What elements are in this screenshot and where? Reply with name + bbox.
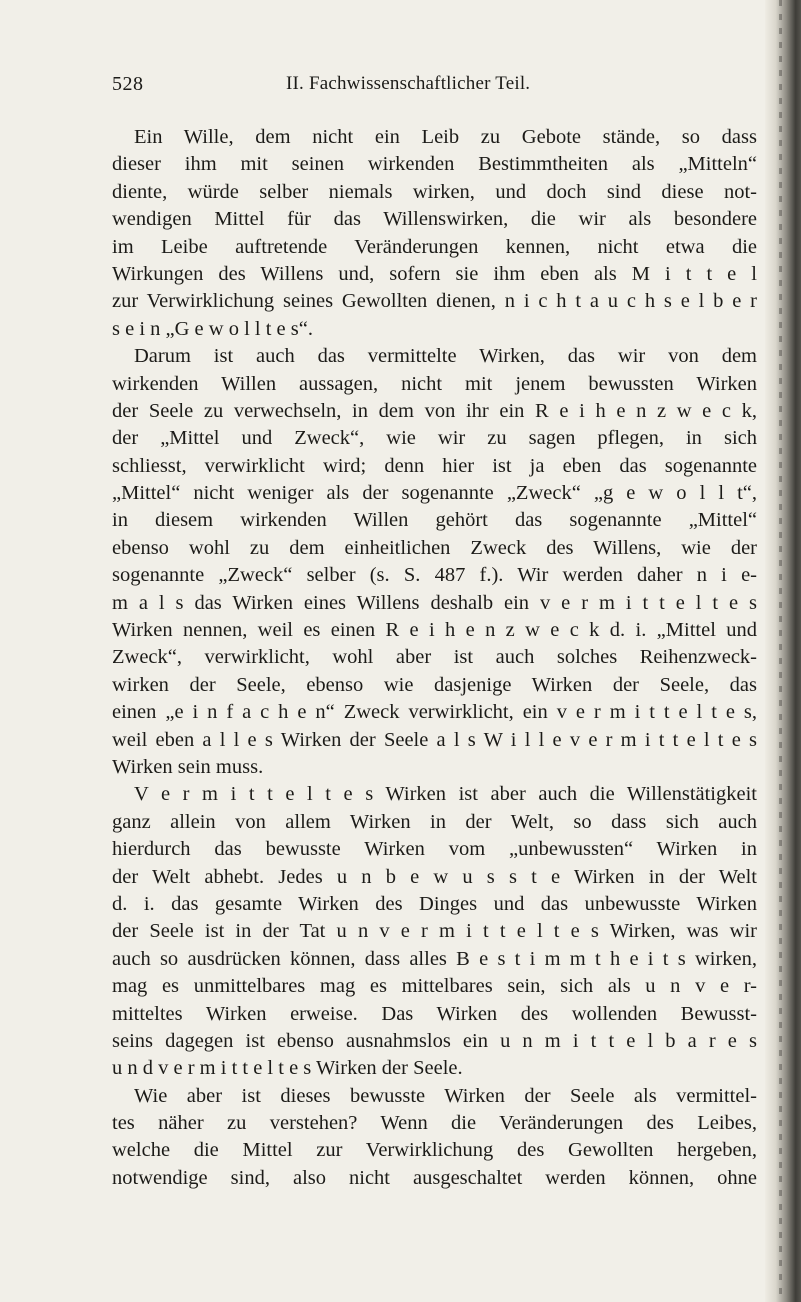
text-line: Ein Wille, dem nicht ein Leib zu Gebote stände, so dass bbox=[134, 126, 757, 148]
text-line: wendigen Mittel für das Willenswirken, die wir als besondere bbox=[112, 208, 757, 231]
book-binding-edge bbox=[765, 0, 801, 1302]
page-number: 528 bbox=[112, 73, 144, 95]
running-head: II. Fachwissenschaftlicher Teil. bbox=[286, 73, 531, 94]
text-line: in diesem wirkenden Willen gehört das sogenannte „Mittel“ bbox=[112, 509, 757, 532]
text-line: V e r m i t t e l t e s Wirken ist aber auch die Willenstätigkeit bbox=[134, 783, 757, 806]
text-line: ganz allein von allem Wirken in der Welt, so dass sich auch bbox=[112, 810, 757, 833]
text-line: welche die Mittel zur Verwirklichung des Gewollten hergeben, bbox=[112, 1139, 757, 1162]
text-line: im Leibe auftretende Veränderungen kennen, nicht etwa die bbox=[112, 235, 757, 258]
text-line: Wirken nennen, weil es einen R e i h e n z w e c k d. i. „Mittel und bbox=[112, 619, 757, 642]
text-line: „Mittel“ nicht weniger als der sogenannte „Zweck“ „g e w o l l t“, bbox=[112, 482, 757, 505]
text-line: weil eben a l l e s Wirken der Seele a l s W i l l e v e r m i t t e l t e s bbox=[112, 728, 757, 751]
text-line: Darum ist auch das vermittelte Wirken, das wir von dem bbox=[134, 345, 757, 368]
text-line: tes näher zu verstehen? Wenn die Veränderungen des Leibes, bbox=[112, 1112, 757, 1135]
text-line: wirken der Seele, ebenso wie dasjenige Wirken der Seele, das bbox=[112, 673, 757, 696]
text-line: diente, würde selber niemals wirken, und doch sind diese not- bbox=[112, 180, 757, 203]
text-line: m a l s das Wirken eines Willens deshalb ein v e r m i t t e l t e s bbox=[112, 591, 757, 614]
text-line: Wirkungen des Willens und, sofern sie ihm eben als M i t t e l bbox=[112, 262, 757, 285]
text-line: der „Mittel und Zweck“, wie wir zu sagen pflegen, in sich bbox=[112, 427, 757, 450]
text-line: Wirken sein muss. bbox=[112, 755, 264, 778]
body-text bbox=[112, 124, 757, 1192]
page-header bbox=[0, 73, 801, 103]
text-line: mitteltes Wirken erweise. Das Wirken des wollenden Bewusst- bbox=[112, 1002, 757, 1025]
text-line: der Seele zu verwechseln, in dem von ihr ein R e i h e n z w e c k, bbox=[112, 399, 757, 422]
text-line: schliesst, verwirklicht wird; denn hier ist ja eben das sogenannte bbox=[112, 454, 757, 477]
text-line: mag es unmittelbares mag es mittelbares sein, sich als u n v e r- bbox=[112, 975, 757, 998]
text-line: u n d v e r m i t t e l t e s Wirken der Seele. bbox=[112, 1057, 463, 1080]
text-line: ebenso wohl zu dem einheitlichen Zweck des Willens, wie der bbox=[112, 536, 757, 559]
text-line: auch so ausdrücken können, dass alles B e s t i m m t h e i t s wirken, bbox=[112, 947, 757, 970]
text-line: wirkenden Willen aussagen, nicht mit jenem bewussten Wirken bbox=[112, 372, 757, 395]
text-line: der Seele ist in der Tat u n v e r m i t t e l t e s Wirken, was wir bbox=[112, 920, 757, 943]
text-line: dieser ihm mit seinen wirkenden Bestimmtheiten als „Mitteln“ bbox=[112, 153, 757, 176]
text-line: d. i. das gesamte Wirken des Dinges und das unbewusste Wirken bbox=[112, 892, 757, 915]
text-line: notwendige sind, also nicht ausgeschaltet werden können, ohne bbox=[112, 1166, 757, 1189]
text-line: sogenannte „Zweck“ selber (s. S. 487 f.). Wir werden daher n i e- bbox=[112, 564, 757, 587]
text-line: s e i n „G e w o l l t e s“. bbox=[112, 317, 313, 340]
text-line: einen „e i n f a c h e n“ Zweck verwirklicht, ein v e r m i t t e l t e s, bbox=[112, 701, 757, 724]
text-line: Zweck“, verwirklicht, wohl aber ist auch solches Reihenzweck- bbox=[112, 646, 757, 669]
text-line: Wie aber ist dieses bewusste Wirken der Seele als vermittel- bbox=[134, 1084, 757, 1107]
text-line: seins dagegen ist ebenso ausnahmslos ein u n m i t t e l b a r e s bbox=[112, 1029, 757, 1052]
text-line: hierdurch das bewusste Wirken vom „unbewussten“ Wirken in bbox=[112, 838, 757, 861]
text-line: der Welt abhebt. Jedes u n b e w u s s t e Wirken in der Welt bbox=[112, 865, 757, 888]
text-line: zur Verwirklichung seines Gewollten dienen, n i c h t a u c h s e l b e r bbox=[112, 290, 757, 313]
